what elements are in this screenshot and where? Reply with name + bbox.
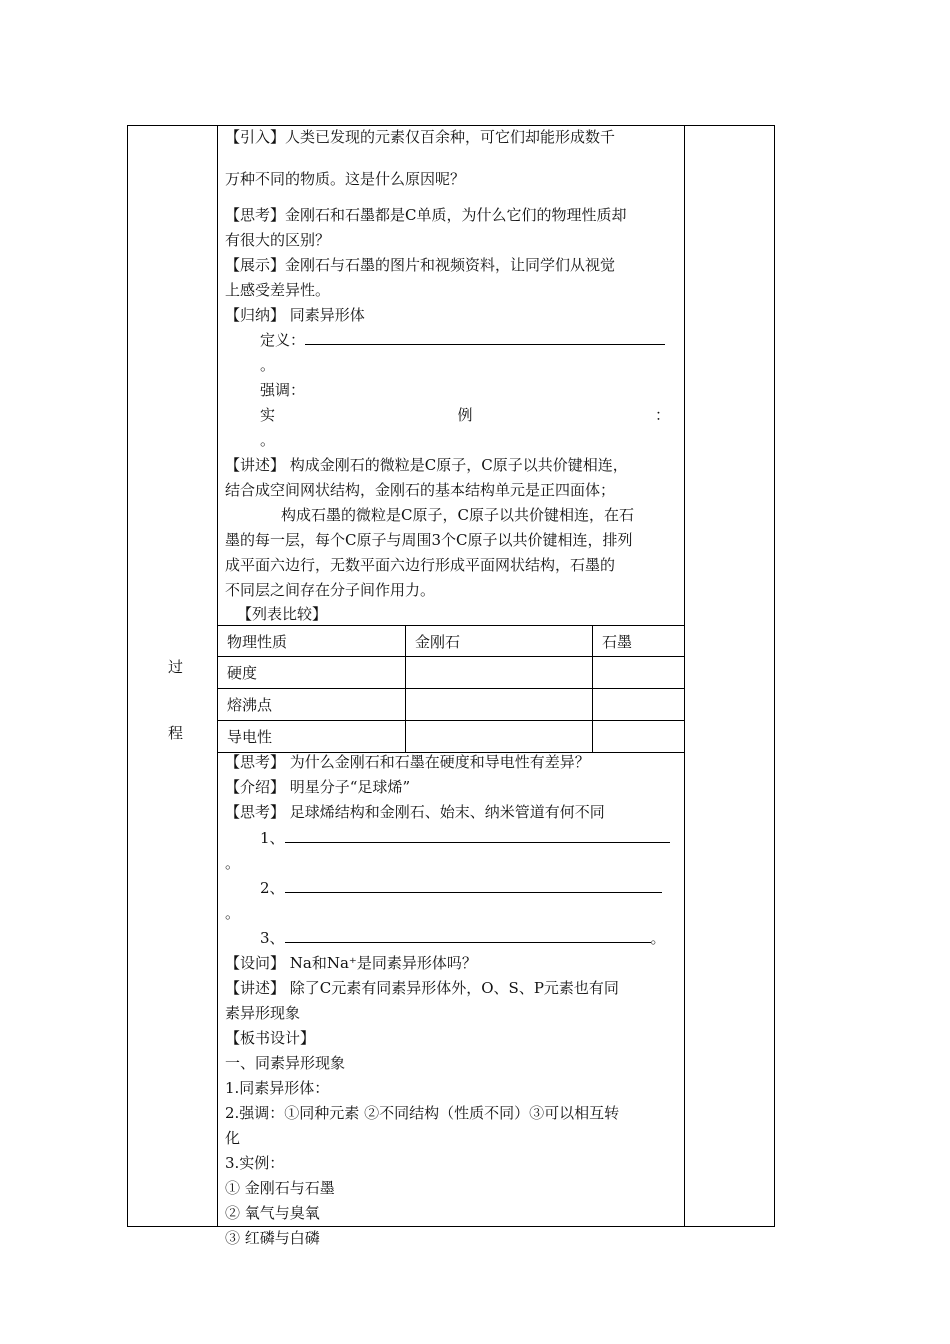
answer-blank-3: [285, 928, 651, 943]
table-cell: [406, 721, 593, 753]
think-line-2: 【思考】 为什么金刚石和石墨在硬度和导电性有差异？: [225, 753, 590, 771]
think-line-3: 【思考】 足球烯结构和金刚石、始末、纳米管道有何不同: [225, 803, 605, 821]
table-header-cell: 物理性质: [218, 626, 406, 657]
table-cell: 熔沸点: [218, 689, 406, 721]
example-char-2: 例: [457, 406, 473, 424]
period-mark: 。: [225, 904, 241, 922]
board-line-2: 1.同素异形体：: [225, 1079, 330, 1097]
table-cell: [593, 657, 685, 689]
table-header-cell: 金刚石: [406, 626, 593, 657]
board-line-7: ③ 红磷与白磷: [225, 1229, 320, 1247]
definition-label: 定义：: [260, 331, 306, 349]
show-line-1: 【展示】金刚石与石墨的图片和视频资料，让同学们从视觉: [225, 256, 616, 274]
ask-line: 【设问】 Na和Na⁺是同素异形体吗？: [225, 954, 477, 972]
lecture-line-1: 【讲述】 构成金刚石的微粒是C原子，C原子以共价键相连，: [225, 456, 628, 474]
table-cell: [593, 689, 685, 721]
period-mark: 。: [260, 431, 276, 449]
side-label-char-1: 过: [168, 658, 184, 676]
definition-blank: [305, 330, 665, 345]
answer-blank-2: [285, 878, 662, 893]
side-label-char-2: 程: [168, 724, 184, 742]
table-cell: [593, 721, 685, 753]
example-colon: ：: [654, 406, 670, 424]
lecture-line-2: 结合成空间网状结构，金刚石的基本结构单元是正四面体；: [225, 481, 616, 499]
lecture-line-3: 构成石墨的微粒是C原子，C原子以共价键相连，在石: [281, 506, 634, 524]
period-mark: 。: [225, 854, 241, 872]
answer-number-3: 3、: [260, 929, 285, 947]
lecture-line-5: 成平面六边行，无数平面六边行形成平面网状结构，石墨的: [225, 556, 616, 574]
think-line-1b: 有很大的区别？: [225, 231, 331, 249]
show-line-2: 上感受差异性。: [225, 281, 331, 299]
table-row: [218, 721, 685, 753]
period-mark: 。: [260, 356, 276, 374]
definition-row: [260, 328, 665, 353]
compare-heading: 【列表比较】: [237, 605, 328, 623]
answer-row-2: [260, 876, 662, 901]
board-line-5: ① 金刚石与石墨: [225, 1179, 335, 1197]
example-char-1: 实: [260, 406, 276, 424]
lecture-line-8: 素异形现象: [225, 1004, 301, 1022]
table-row: [218, 689, 685, 721]
answer-row-3: [260, 926, 666, 951]
answer-blank-1: [285, 828, 670, 843]
table-cell: [406, 657, 593, 689]
emphasis-label: 强调：: [260, 381, 306, 399]
lecture-line-7: 【讲述】 除了C元素有同素异形体外，O、S、P元素也有同: [225, 979, 619, 997]
board-line-4: 3.实例：: [225, 1154, 285, 1172]
answer-number-1: 1、: [260, 829, 285, 847]
board-line-6: ② 氧气与臭氧: [225, 1204, 320, 1222]
board-line-3b: 化: [225, 1129, 241, 1147]
lecture-line-4: 墨的每一层，每个C原子与周围3个C原子以共价键相连，排列: [225, 531, 633, 549]
intro-line-2: 万种不同的物质。这是什么原因呢？: [225, 170, 466, 188]
summary-line: 【归纳】 同素异形体: [225, 306, 365, 324]
table-cell: [406, 689, 593, 721]
intro-line-1: 【引入】人类已发现的元素仅百余种，可它们却能形成数千: [225, 128, 616, 146]
table-header-cell: 石墨: [593, 626, 685, 657]
board-line-3a: 2.强调：①同种元素 ②不同结构（性质不同）③可以相互转: [225, 1104, 620, 1122]
example-row: [260, 403, 670, 428]
table-header-row: [218, 626, 685, 657]
comparison-table: [217, 625, 685, 753]
board-heading: 【板书设计】: [225, 1029, 316, 1047]
table-row: [218, 657, 685, 689]
table-cell: 硬度: [218, 657, 406, 689]
think-line-1a: 【思考】金刚石和石墨都是C单质，为什么它们的物理性质却: [225, 206, 627, 224]
board-line-1: 一、同素异形现象: [225, 1054, 346, 1072]
answer-number-2: 2、: [260, 879, 285, 897]
lecture-line-6: 不同层之间存在分子间作用力。: [225, 581, 436, 599]
table-cell: 导电性: [218, 721, 406, 753]
period-mark: 。: [650, 929, 666, 947]
introduce-line: 【介绍】 明星分子“足球烯”: [225, 778, 411, 796]
answer-row-1: [260, 826, 670, 851]
